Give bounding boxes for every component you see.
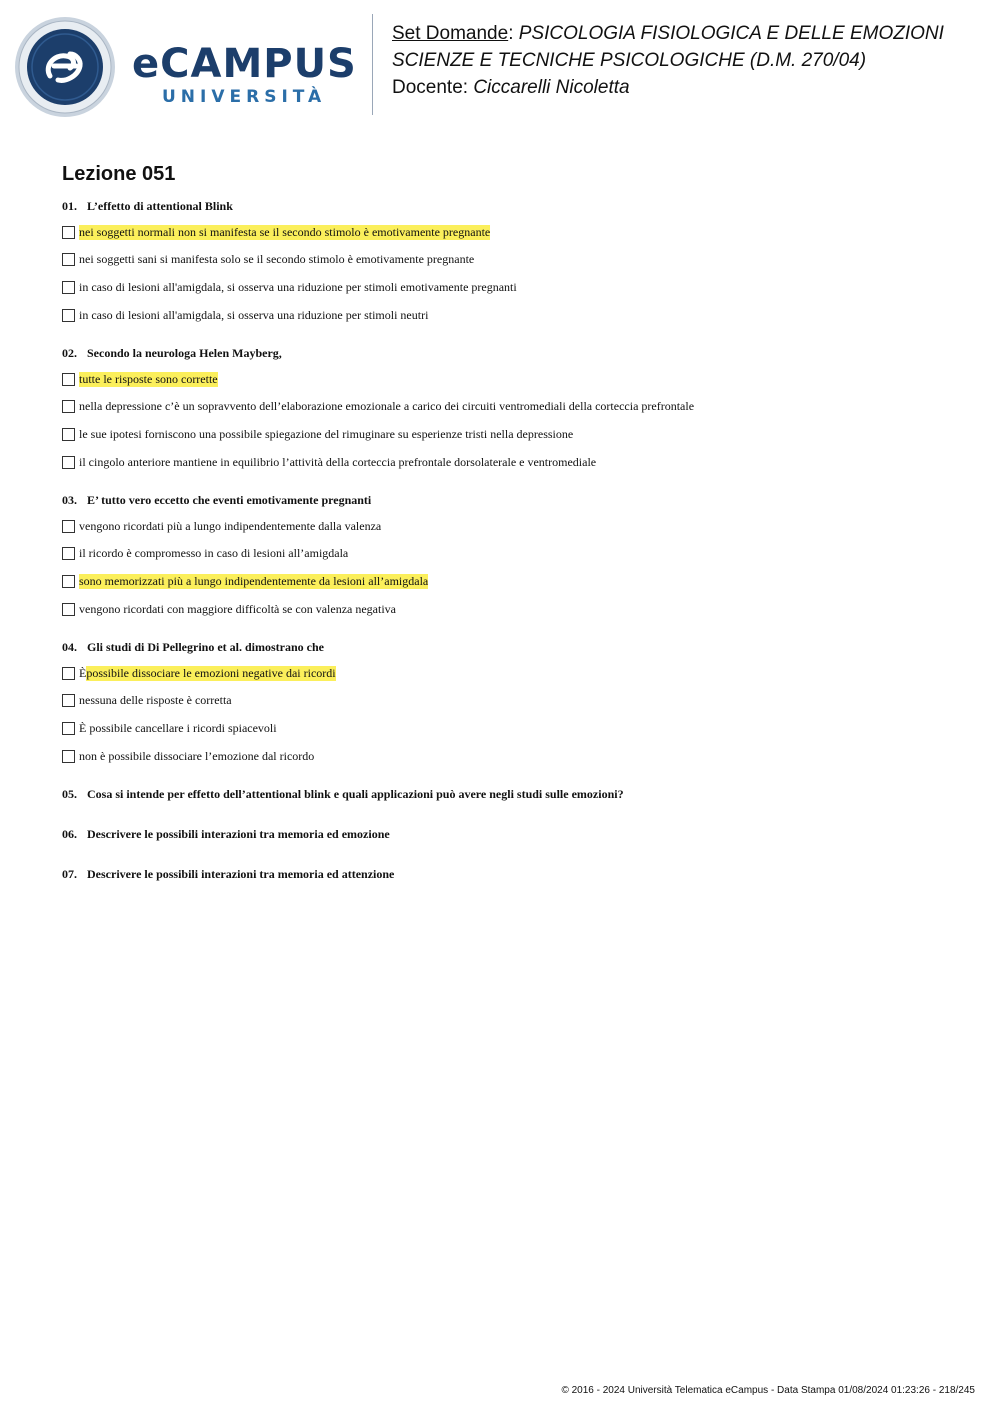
answer-text-pre: È possibile cancellare i ricordi spiacevoli [79, 721, 277, 736]
answer-text-highlighted: tutte le risposte sono corrette [79, 371, 218, 386]
answer-option [62, 691, 962, 711]
question-label: Secondo la neurologa Helen Mayberg, [87, 346, 282, 361]
answer-text-pre: vengono ricordati con maggiore difficoltà se con valenza negativa [79, 601, 396, 616]
answer-text-highlighted: sono memorizzati più a lungo indipendentemente da lesioni all’amigdala [79, 574, 429, 588]
answer-option [62, 250, 962, 270]
answer-text-highlighted: possibile dissociare le emozioni negative dai ricordi [86, 665, 336, 680]
answer-option [62, 277, 962, 297]
answer-option [62, 746, 962, 766]
set-separator: : [508, 23, 519, 44]
open-question [62, 866, 962, 882]
question-block [62, 639, 962, 766]
answer-text-pre: il ricordo è compromesso in caso di lesioni all’amigdala [79, 546, 349, 561]
question-text [62, 639, 962, 655]
answer-checkbox[interactable] [62, 400, 75, 413]
header-set-line [392, 20, 992, 47]
answer-checkbox[interactable] [62, 281, 75, 294]
question-number: 07. [62, 867, 77, 882]
answer-checkbox[interactable] [62, 226, 75, 239]
answer-option [62, 369, 962, 389]
teacher-name: Ciccarelli Nicoletta [473, 77, 630, 98]
course-degree: SCIENZE E TECNICHE PSICOLOGICHE (D.M. 270/04) [392, 50, 867, 71]
answer-option [62, 424, 962, 444]
set-label: Set Domande [392, 23, 509, 44]
teacher-label: Docente: [392, 77, 474, 98]
answer-text-highlighted: nei soggetti normali non si manifesta se il secondo stimolo è emotivamente pregnante [79, 224, 491, 239]
question-number: 02. [62, 346, 77, 361]
answer-checkbox[interactable] [62, 309, 75, 322]
header-teacher-line [392, 74, 992, 101]
answer-option [62, 305, 962, 325]
question-number: 01. [62, 199, 77, 213]
question-text [62, 492, 962, 508]
answer-option [62, 544, 962, 564]
answer-checkbox[interactable] [62, 603, 75, 616]
answer-checkbox[interactable] [62, 253, 75, 266]
header-info [392, 20, 992, 101]
answer-checkbox[interactable] [62, 722, 75, 735]
answer-option [62, 719, 962, 739]
question-block [62, 492, 962, 619]
answer-checkbox[interactable] [62, 694, 75, 707]
question-number: 04. [62, 640, 77, 655]
answer-checkbox[interactable] [62, 373, 75, 386]
answer-checkbox[interactable] [62, 667, 75, 680]
answer-option [62, 516, 962, 536]
answer-option [62, 452, 962, 472]
answer-text-pre: in caso di lesioni all'amigdala, si osserva una riduzione per stimoli emotivamente pregnanti [79, 279, 517, 294]
answer-option [62, 222, 962, 242]
answer-checkbox[interactable] [62, 520, 75, 533]
course-name: PSICOLOGIA FISIOLOGICA E DELLE EMOZIONI [518, 23, 944, 44]
question-block [62, 345, 962, 472]
open-question [62, 786, 962, 802]
page-footer: © 2016 - 2024 Università Telematica eCampus - Data Stampa 01/08/2024 01:23:26 - 218/245 [561, 1385, 975, 1396]
logo-main-text: eCAMPUS [132, 41, 357, 87]
logo-sub-text: UNIVERSITÀ [162, 87, 327, 107]
answer-text-pre: vengono ricordati più a lungo indipendentemente dalla valenza [79, 518, 382, 533]
answer-checkbox[interactable] [62, 547, 75, 560]
question-text [62, 345, 962, 361]
answer-text-pre: non è possibile dissociare l’emozione dal ricordo [79, 748, 315, 763]
answer-checkbox[interactable] [62, 750, 75, 763]
answer-option [62, 599, 962, 619]
answer-checkbox[interactable] [62, 575, 75, 588]
header-divider [372, 14, 373, 115]
question-label: Cosa si intende per effetto dell’attentional blink e quali applicazioni può avere negli studi sulle emozioni? [87, 787, 624, 802]
question-number: 06. [62, 827, 77, 842]
question-label: Descrivere le possibili interazioni tra memoria ed emozione [87, 827, 390, 842]
question-block [62, 198, 962, 325]
answer-text-pre: nessuna delle risposte è corretta [79, 693, 232, 708]
answer-text-pre: È [79, 665, 87, 680]
question-label: E’ tutto vero eccetto che eventi emotivamente pregnanti [87, 493, 372, 508]
question-label: Descrivere le possibili interazioni tra memoria ed attenzione [87, 867, 395, 882]
answer-text-pre: nella depressione c’è un sopravvento dell’elaborazione emozionale a carico dei circuiti ventromediali della corteccia prefrontale [79, 399, 695, 414]
answer-text-pre: il cingolo anteriore mantiene in equilibrio l’attività della corteccia prefrontale dorsolaterale e ventromediale [79, 454, 597, 469]
answer-text-pre: in caso di lesioni all'amigdala, si osserva una riduzione per stimoli neutri [79, 307, 429, 322]
page-header [0, 0, 1000, 140]
question-set [62, 160, 962, 906]
lesson-title: Lezione 051 [62, 163, 176, 185]
question-label: Gli studi di Di Pellegrino et al. dimostrano che [87, 640, 324, 655]
answer-text-pre: le sue ipotesi forniscono una possibile spiegazione del rimuginare su esperienze tristi nella depressione [79, 426, 574, 441]
answer-option [62, 663, 962, 683]
question-text [62, 198, 962, 214]
question-label: L’effetto di attentional Blink [87, 199, 233, 213]
ecampus-wordmark [132, 40, 356, 112]
answer-checkbox[interactable] [62, 428, 75, 441]
answer-checkbox[interactable] [62, 456, 75, 469]
answer-text-pre: nei soggetti sani si manifesta solo se il secondo stimolo è emotivamente pregnante [79, 252, 475, 267]
answer-option [62, 397, 962, 417]
ecampus-emblem-icon [14, 16, 116, 118]
question-number: 03. [62, 493, 77, 508]
open-question [62, 826, 962, 842]
answer-option [62, 572, 962, 592]
question-number: 05. [62, 787, 77, 802]
